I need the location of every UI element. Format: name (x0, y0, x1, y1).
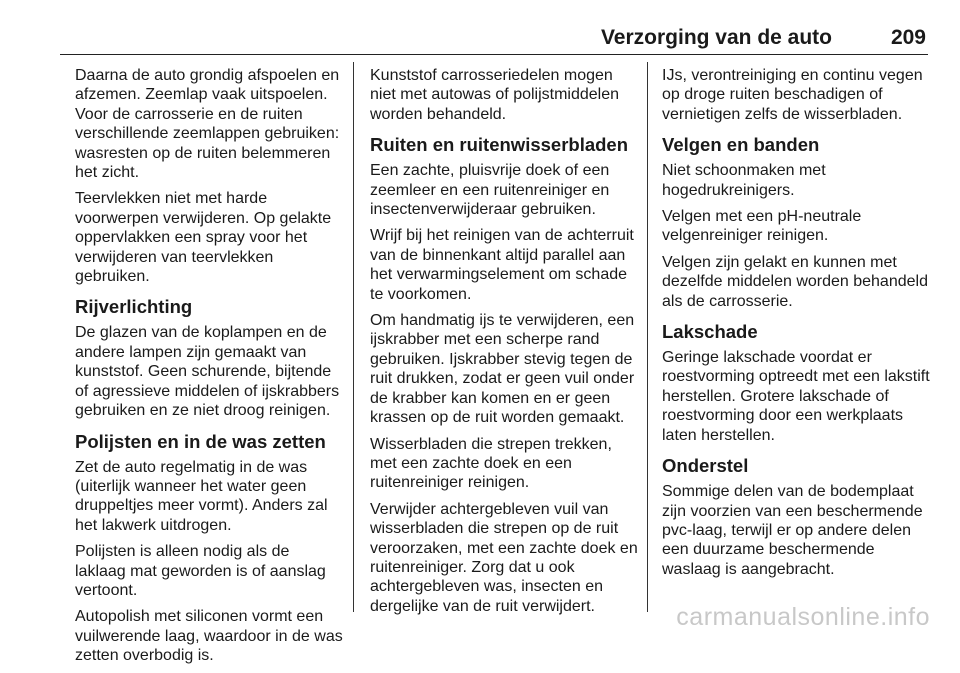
paragraph: De glazen van de koplampen en de andere lampen zijn gemaakt van kunststof. Geen schurende, bijtende of agressieve middelen of ijskrabbers gebruiken en ze niet droog reinigen. (75, 324, 340, 420)
paragraph: Wrijf bij het reinigen van de achterruit van de binnenkant altijd parallel aan het verwarmingselement om schade te voorkomen. (370, 227, 634, 303)
paragraph: Kunststof carrosseriedelen mogen niet met autowas of polijstmiddelen worden behandeld. (370, 67, 620, 123)
text-column-2 (370, 66, 638, 623)
text-column-3 (662, 66, 930, 586)
header-divider (60, 54, 928, 55)
section-heading: Ruiten en ruitenwisserbladen (370, 134, 629, 156)
paragraph: Velgen zijn gelakt en kunnen met dezelfde middelen worden behandeld als de carrosserie. (662, 253, 928, 310)
paragraph: Daarna de auto grondig afspoelen en afzemen. Zeemlap vaak uitspoelen. Voor de carrosserie en de ruiten verschillende zeemlappen gebruiken: wasresten op de ruiten belemmeren het zicht. (75, 67, 340, 182)
paragraph: Polijsten is alleen nodig als de laklaag mat geworden is of aanslag vertoont. (75, 543, 326, 599)
page-header (60, 16, 928, 56)
paragraph: Zet de auto regelmatig in de was (uiterlijk wanneer het water geen druppeltjes meer vormt). Anders zal het lakwerk uitdrogen. (75, 458, 328, 534)
section-heading: Onderstel (662, 455, 749, 477)
paragraph: Verwijder achtergebleven vuil van wisserbladen die strepen op de ruit veroorzaken, met een zachte doek en ruitenreiniger. Zorg dat u ook achtergebleven was, insecten en dergelijke van de ruit verwijdert. (370, 500, 638, 615)
paragraph: Velgen met een pH-neutrale velgenreiniger reinigen. (662, 208, 862, 245)
paragraph: Geringe lakschade voordat er roestvorming optreedt met een lakstift herstellen. Grotere lakschade of roestvorming door een werkplaats laten herstellen. (662, 349, 930, 444)
watermark: carmanualsonline.info (676, 603, 930, 631)
paragraph: Niet schoonmaken met hogedrukreinigers. (662, 162, 826, 199)
paragraph: Om handmatig ijs te verwijderen, een ijskrabber met een scherpe rand gebruiken. Ijskrabber stevig tegen de ruit drukken, zodat er geen vuil onder de krabber kan komen en er geen krassen op de ruit worden gemaakt. (370, 312, 635, 427)
section-heading: Polijsten en in de was zetten (75, 430, 326, 452)
section-title: Verzorging van de auto (600, 26, 832, 49)
section-heading: Lakschade (662, 321, 758, 343)
page-number: 209 (890, 26, 926, 49)
paragraph: Een zachte, pluisvrije doek of een zeemleer en een ruitenreiniger en insectenverwijderaar gebruiken. (370, 162, 610, 219)
section-heading: Rijverlichting (75, 296, 193, 318)
section-heading: Velgen en banden (662, 134, 820, 156)
text-column-1 (75, 66, 343, 673)
column-divider-2 (647, 62, 648, 612)
paragraph: Sommige delen van de bodemplaat zijn voorzien van een beschermende pvc-laag, terwijl er op andere delen een duurzame beschermende waslaag is aangebracht. (662, 483, 923, 578)
paragraph: Autopolish met siliconen vormt een vuilwerende laag, waardoor in de was zetten overbodig is. (75, 608, 343, 665)
paragraph: IJs, verontreiniging en continu vegen op droge ruiten beschadigen of vernietigen zelfs de wisserbladen. (662, 67, 923, 123)
paragraph: Wisserbladen die strepen trekken, met een zachte doek en een ruitenreiniger reinigen. (370, 435, 612, 492)
paragraph: Teervlekken niet met harde voorwerpen verwijderen. Op gelakte oppervlakken een spray voor het verwijderen van teervlekken gebruiken. (75, 190, 332, 286)
column-divider-1 (353, 62, 354, 612)
